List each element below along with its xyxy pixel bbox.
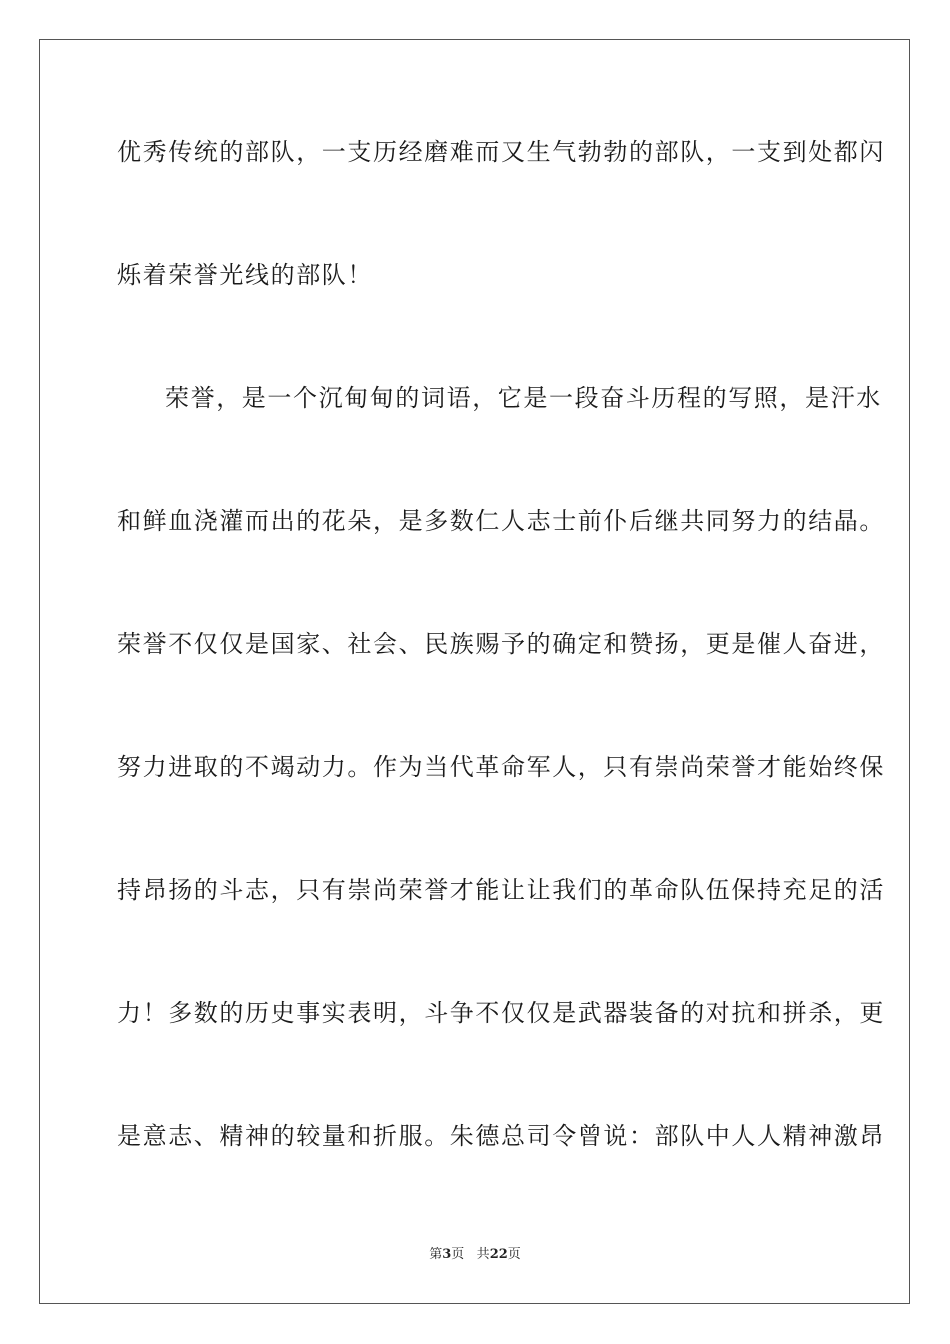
text-line: 荣誉，是一个沉甸甸的词语，它是一段奋斗历程的写照，是汗水 [165,384,882,412]
text-line: 和鲜血浇灌而出的花朵，是多数仁人志士前仆后继共同努力的结晶。 [117,507,885,535]
total-prefix: 共 [476,1247,490,1262]
total-suffix: 页 [507,1247,521,1262]
current-page-number: 3 [442,1247,452,1262]
text-line: 烁着荣誉光线的部队！ [117,261,373,289]
text-line: 持昂扬的斗志，只有崇尚荣誉才能让让我们的革命队伍保持充足的活 [117,876,885,904]
page-prefix: 第 [429,1247,443,1262]
text-line: 荣誉不仅仅是国家、社会、民族赐予的确定和赞扬，更是催人奋进， [117,630,885,658]
text-line: 力！多数的历史事实表明，斗争不仅仅是武器装备的对抗和拼杀，更 [117,999,885,1027]
total-page-count: 22 [489,1247,508,1262]
page-border [39,39,910,1304]
page-suffix: 页 [451,1247,465,1262]
text-line: 努力进取的不竭动力。作为当代革命军人，只有崇尚荣誉才能始终保 [117,753,885,781]
text-line: 是意志、精神的较量和折服。朱德总司令曾说：部队中人人精神激昂 [117,1122,885,1150]
text-line: 优秀传统的部队，一支历经磨难而又生气勃勃的部队，一支到处都闪 [117,138,885,166]
page-footer [0,1246,950,1264]
